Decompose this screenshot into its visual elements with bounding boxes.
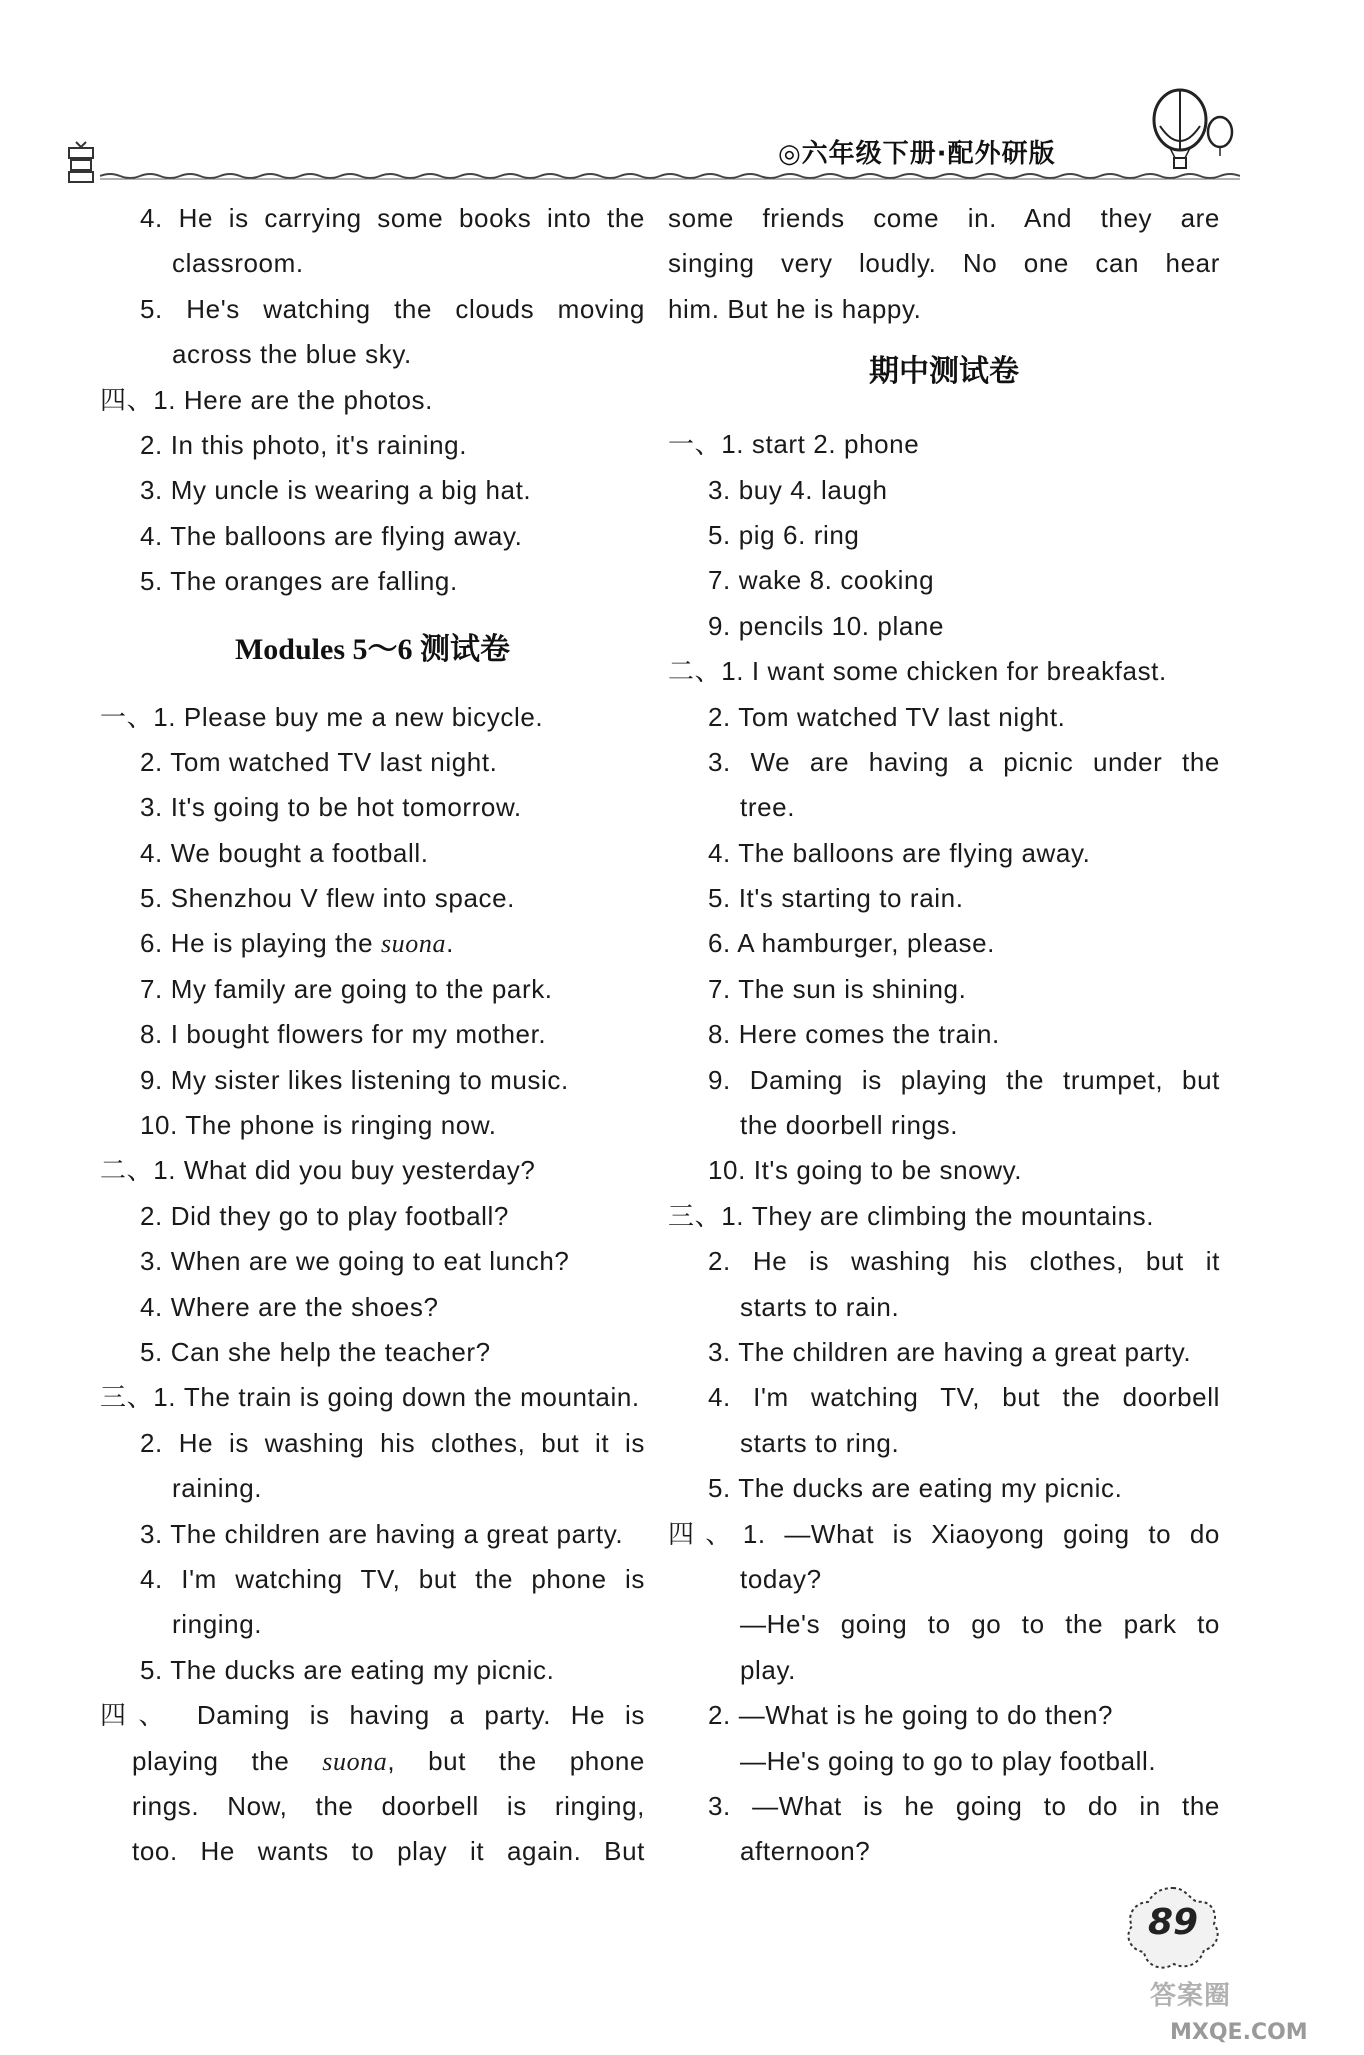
answer-line: raining. (172, 1473, 263, 1504)
answer-line: rings. Now, the doorbell is ringing, (132, 1790, 645, 1821)
answer-line: 5. Shenzhou V flew into space. (140, 883, 516, 914)
watermark-logo: 答案圈 (1150, 1981, 1232, 2011)
answer-line: —He's going to go to the park to (740, 1609, 1220, 1640)
answer-line: 2. Tom watched TV last night. (708, 701, 1066, 732)
answer-line: too. He wants to play it again. But (132, 1836, 645, 1867)
answer-line: ringing. (172, 1609, 263, 1640)
answer-line: 2. In this photo, it's raining. (140, 429, 468, 460)
answer-line: 四、1. —What is Xiaoyong going to do (668, 1518, 1220, 1549)
answer-line: the doorbell rings. (740, 1110, 959, 1141)
answer-line: 7. wake 8. cooking (708, 565, 935, 596)
answer-line: 4. We bought a football. (140, 837, 429, 868)
page-number: 89 (1147, 1902, 1199, 1943)
answer-line: 5. He's watching the clouds moving (140, 293, 645, 324)
answer-line: starts to rain. (740, 1291, 900, 1322)
answer-line: 9. My sister likes listening to music. (140, 1064, 569, 1095)
answer-line: 4. The balloons are flying away. (708, 837, 1091, 868)
answer-line: 3. When are we going to eat lunch? (140, 1246, 570, 1277)
answer-line: 5. The ducks are eating my picnic. (708, 1473, 1123, 1504)
book-stack-icon (66, 140, 96, 186)
answer-line: 3. buy 4. laugh (708, 474, 888, 505)
answer-line: across the blue sky. (172, 339, 412, 370)
answer-line: 2. He is washing his clothes, but it is (140, 1427, 645, 1458)
answer-line: 2. Tom watched TV last night. (140, 746, 498, 777)
answer-line: classroom. (172, 248, 304, 279)
left-answers-part2 (100, 695, 645, 1875)
answer-line: today? (740, 1563, 822, 1594)
answer-line: 三、1. The train is going down the mountain. (100, 1382, 640, 1413)
answer-line: 3. The children are having a great party. (708, 1336, 1192, 1367)
answer-line: 3. My uncle is wearing a big hat. (140, 475, 532, 506)
answer-line: 一、1. Please buy me a new bicycle. (100, 701, 544, 732)
answer-line: 8. I bought flowers for my mother. (140, 1019, 547, 1050)
answer-line: him. But he is happy. (668, 293, 922, 324)
answer-line: 10. It's going to be snowy. (708, 1155, 1023, 1186)
answer-line: 9. Daming is playing the trumpet, but (708, 1064, 1220, 1095)
answer-line: 二、1. I want some chicken for breakfast. (668, 656, 1167, 687)
answer-line: play. (740, 1654, 796, 1685)
answer-line: 3. The children are having a great party. (140, 1518, 624, 1549)
answer-line: some friends come in. And they are (668, 203, 1220, 233)
header-rule (100, 170, 1240, 182)
answer-line: playing the suona, but the phone (132, 1745, 645, 1776)
answer-line: —He's going to go to play football. (740, 1745, 1157, 1776)
answer-line: 5. It's starting to rain. (708, 883, 964, 914)
answer-line: 3. It's going to be hot tomorrow. (140, 792, 522, 823)
answer-line: 2. —What is he going to do then? (708, 1700, 1114, 1731)
left-column (100, 196, 645, 1875)
right-answers-part1 (668, 196, 1220, 332)
answer-line: 5. Can she help the teacher? (140, 1336, 491, 1367)
answer-line: 9. pencils 10. plane (708, 610, 945, 641)
answer-line: 三、1. They are climbing the mountains. (668, 1200, 1155, 1231)
answer-line: 4. I'm watching TV, but the phone is (140, 1563, 645, 1594)
page-number-badge (1118, 1880, 1228, 1980)
answer-line: 7. The sun is shining. (708, 973, 967, 1004)
answer-line: afternoon? (740, 1836, 871, 1867)
modules-heading: Modules 5～6 测试卷 (234, 632, 510, 666)
answer-line: 2. He is washing his clothes, but it (708, 1246, 1220, 1277)
answer-line: 四、 Daming is having a party. He is (100, 1700, 645, 1731)
answer-line: singing very loudly. No one can hear (668, 248, 1220, 279)
hot-air-balloon-icon (1140, 86, 1240, 186)
left-answers-part1 (100, 196, 645, 605)
answer-line: 5. pig 6. ring (708, 519, 860, 550)
answer-line: 4. Where are the shoes? (140, 1291, 439, 1322)
page-header (0, 0, 1364, 190)
answer-line: 四、1. Here are the photos. (100, 384, 433, 415)
answer-line: 3. —What is he going to do in the (708, 1790, 1220, 1821)
answer-line: tree. (740, 792, 796, 823)
answer-line: 4. The balloons are flying away. (140, 520, 523, 551)
answer-line: 4. I'm watching TV, but the doorbell (708, 1382, 1220, 1413)
watermark-url: MXQE.COM (1170, 2020, 1308, 2045)
answer-line: 3. We are having a picnic under the (708, 746, 1220, 777)
answer-line: 10. The phone is ringing now. (140, 1110, 497, 1141)
midterm-heading: 期中测试卷 (869, 355, 1019, 389)
right-answers-part2 (668, 422, 1220, 1875)
answer-line: 7. My family are going to the park. (140, 973, 553, 1004)
answer-line: 5. The ducks are eating my picnic. (140, 1654, 555, 1685)
header-title: ◎六年级下册·配外研版 (778, 139, 1056, 169)
answer-line: 6. A hamburger, please. (708, 928, 995, 959)
answer-line: 2. Did they go to play football? (140, 1200, 509, 1231)
answer-line: 4. He is carrying some books into the (140, 203, 645, 233)
answer-line: 6. He is playing the suona. (140, 928, 454, 959)
answer-line: 8. Here comes the train. (708, 1019, 1000, 1050)
answer-line: 一、1. start 2. phone (668, 429, 920, 460)
answer-line: 5. The oranges are falling. (140, 566, 458, 597)
answer-line: 二、1. What did you buy yesterday? (100, 1155, 536, 1186)
right-column (668, 196, 1220, 1875)
answer-line: starts to ring. (740, 1427, 900, 1458)
